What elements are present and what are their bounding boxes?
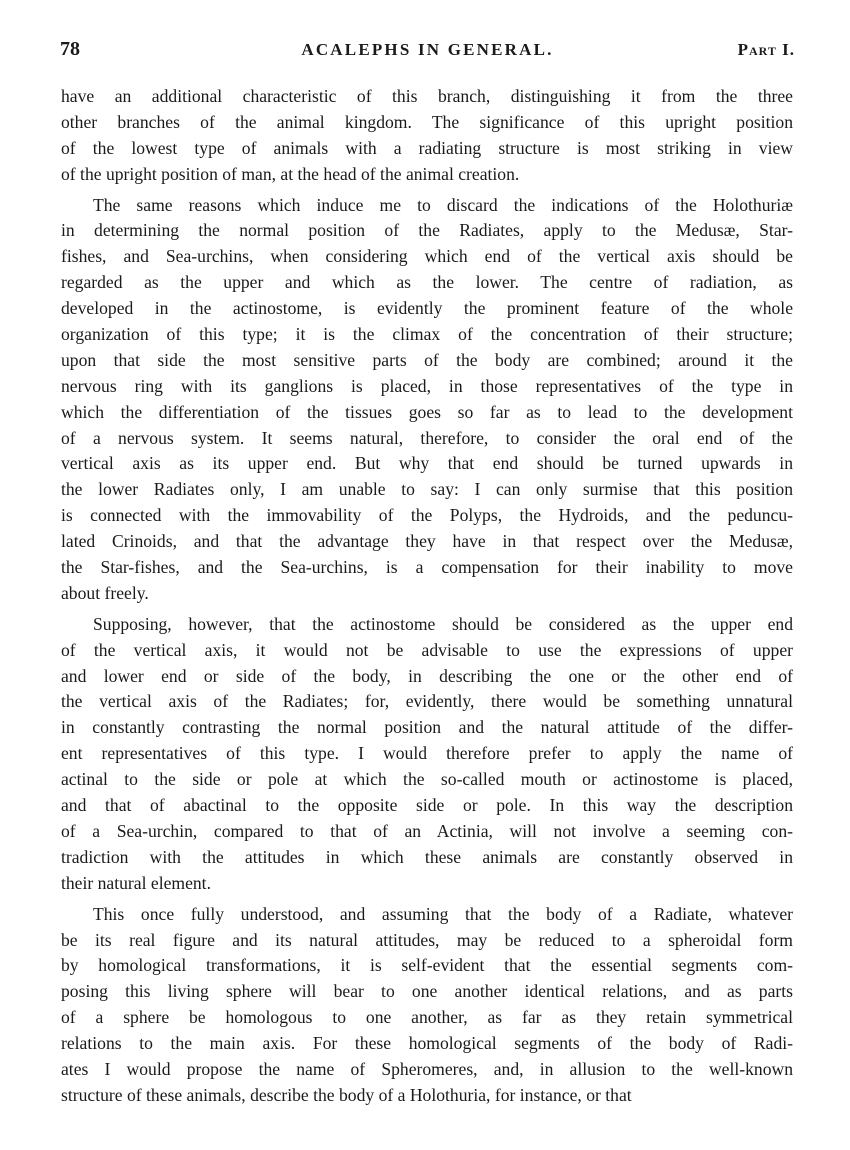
text-line: This once fully understood, and assuming that the body of a Radiate, whatever	[93, 903, 793, 924]
text-line: developed in the actinostome, is evidently the prominent feature of the whole	[61, 298, 793, 319]
text-line: the lower Radiates only, I am unable to say: I can only surmise that this position	[61, 479, 793, 500]
text-line: about freely.	[61, 582, 149, 603]
text-line: of a Sea-urchin, compared to that of an Actinia, will not involve a seeming con-	[61, 820, 793, 841]
text-line: of a nervous system. It seems natural, therefore, to consider the oral end of the	[61, 427, 793, 448]
text-line: fishes, and Sea-urchins, when considering which end of the vertical axis should be	[61, 246, 793, 267]
paragraph	[61, 612, 793, 897]
text-line: other branches of the animal kingdom. The significance of this upright position	[61, 111, 793, 132]
text-line: of the lowest type of animals with a radiating structure is most striking in view	[61, 137, 793, 158]
text-line: be its real figure and its natural attitudes, may be reduced to a spheroidal form	[61, 929, 793, 950]
text-line: organization of this type; it is the climax of the concentration of their structure;	[61, 324, 793, 345]
text-line: tradiction with the attitudes in which these animals are constantly observed in	[61, 846, 793, 867]
paragraph	[61, 193, 793, 607]
text-line: regarded as the upper and which as the lower. The centre of radiation, as	[61, 272, 793, 293]
paragraph	[61, 902, 793, 1109]
text-line: nervous ring with its ganglions is placed, in those representatives of the type in	[61, 375, 793, 396]
text-line: and that of abactinal to the opposite side or pole. In this way the description	[61, 795, 793, 816]
text-line: in determining the normal position of the Radiates, apply to the Medusæ, Star-	[61, 220, 793, 241]
text-line: is connected with the immovability of the Polyps, the Hydroids, and the peduncu-	[61, 505, 793, 526]
text-line: ent representatives of this type. I would therefore prefer to apply the name of	[61, 743, 793, 764]
page-header	[60, 38, 795, 68]
text-line: of the upright position of man, at the head of the animal creation.	[61, 163, 520, 184]
text-line: and lower end or side of the body, in describing the one or the other end of	[61, 665, 793, 686]
paragraph	[61, 84, 793, 188]
page-number: 78	[60, 38, 80, 60]
text-line: their natural element.	[61, 872, 211, 893]
text-line: of a sphere be homologous to one another, as far as they retain symmetrical	[61, 1007, 793, 1028]
text-line: ates I would propose the name of Spheromeres, and, in allusion to the well-known	[61, 1058, 793, 1079]
body-text	[61, 84, 793, 1109]
text-line: in constantly contrasting the normal position and the natural attitude of the differ-	[61, 717, 793, 738]
text-line: vertical axis as its upper end. But why that end should be turned upwards in	[61, 453, 793, 474]
text-line: which the differentiation of the tissues goes so far as to lead to the development	[61, 401, 793, 422]
text-line: The same reasons which induce me to discard the indications of the Holothuriæ	[93, 194, 793, 215]
text-line: relations to the main axis. For these homological segments of the body of Radi-	[61, 1033, 793, 1054]
running-head: ACALEPHS IN GENERAL.	[301, 40, 554, 59]
text-line: posing this living sphere will bear to one another identical relations, and as parts	[61, 981, 793, 1002]
text-line: structure of these animals, describe the body of a Holothuria, for instance, or that	[61, 1084, 632, 1105]
text-line: of the vertical axis, it would not be advisable to use the expressions of upper	[61, 639, 793, 660]
part-label: Part I.	[737, 40, 795, 59]
text-line: the vertical axis of the Radiates; for, evidently, there would be something unnatural	[61, 691, 793, 712]
text-line: Supposing, however, that the actinostome should be considered as the upper end	[93, 613, 793, 634]
text-line: by homological transformations, it is self-evident that the essential segments com-	[61, 955, 793, 976]
text-line: have an additional characteristic of this branch, distinguishing it from the three	[61, 86, 793, 106]
text-line: upon that side the most sensitive parts of the body are combined; around it the	[61, 349, 793, 370]
text-line: the Star-fishes, and the Sea-urchins, is a compensation for their inability to move	[61, 557, 793, 578]
text-line: actinal to the side or pole at which the so-called mouth or actinostome is placed,	[61, 769, 793, 790]
text-line: lated Crinoids, and that the advantage they have in that respect over the Medusæ,	[61, 531, 793, 552]
